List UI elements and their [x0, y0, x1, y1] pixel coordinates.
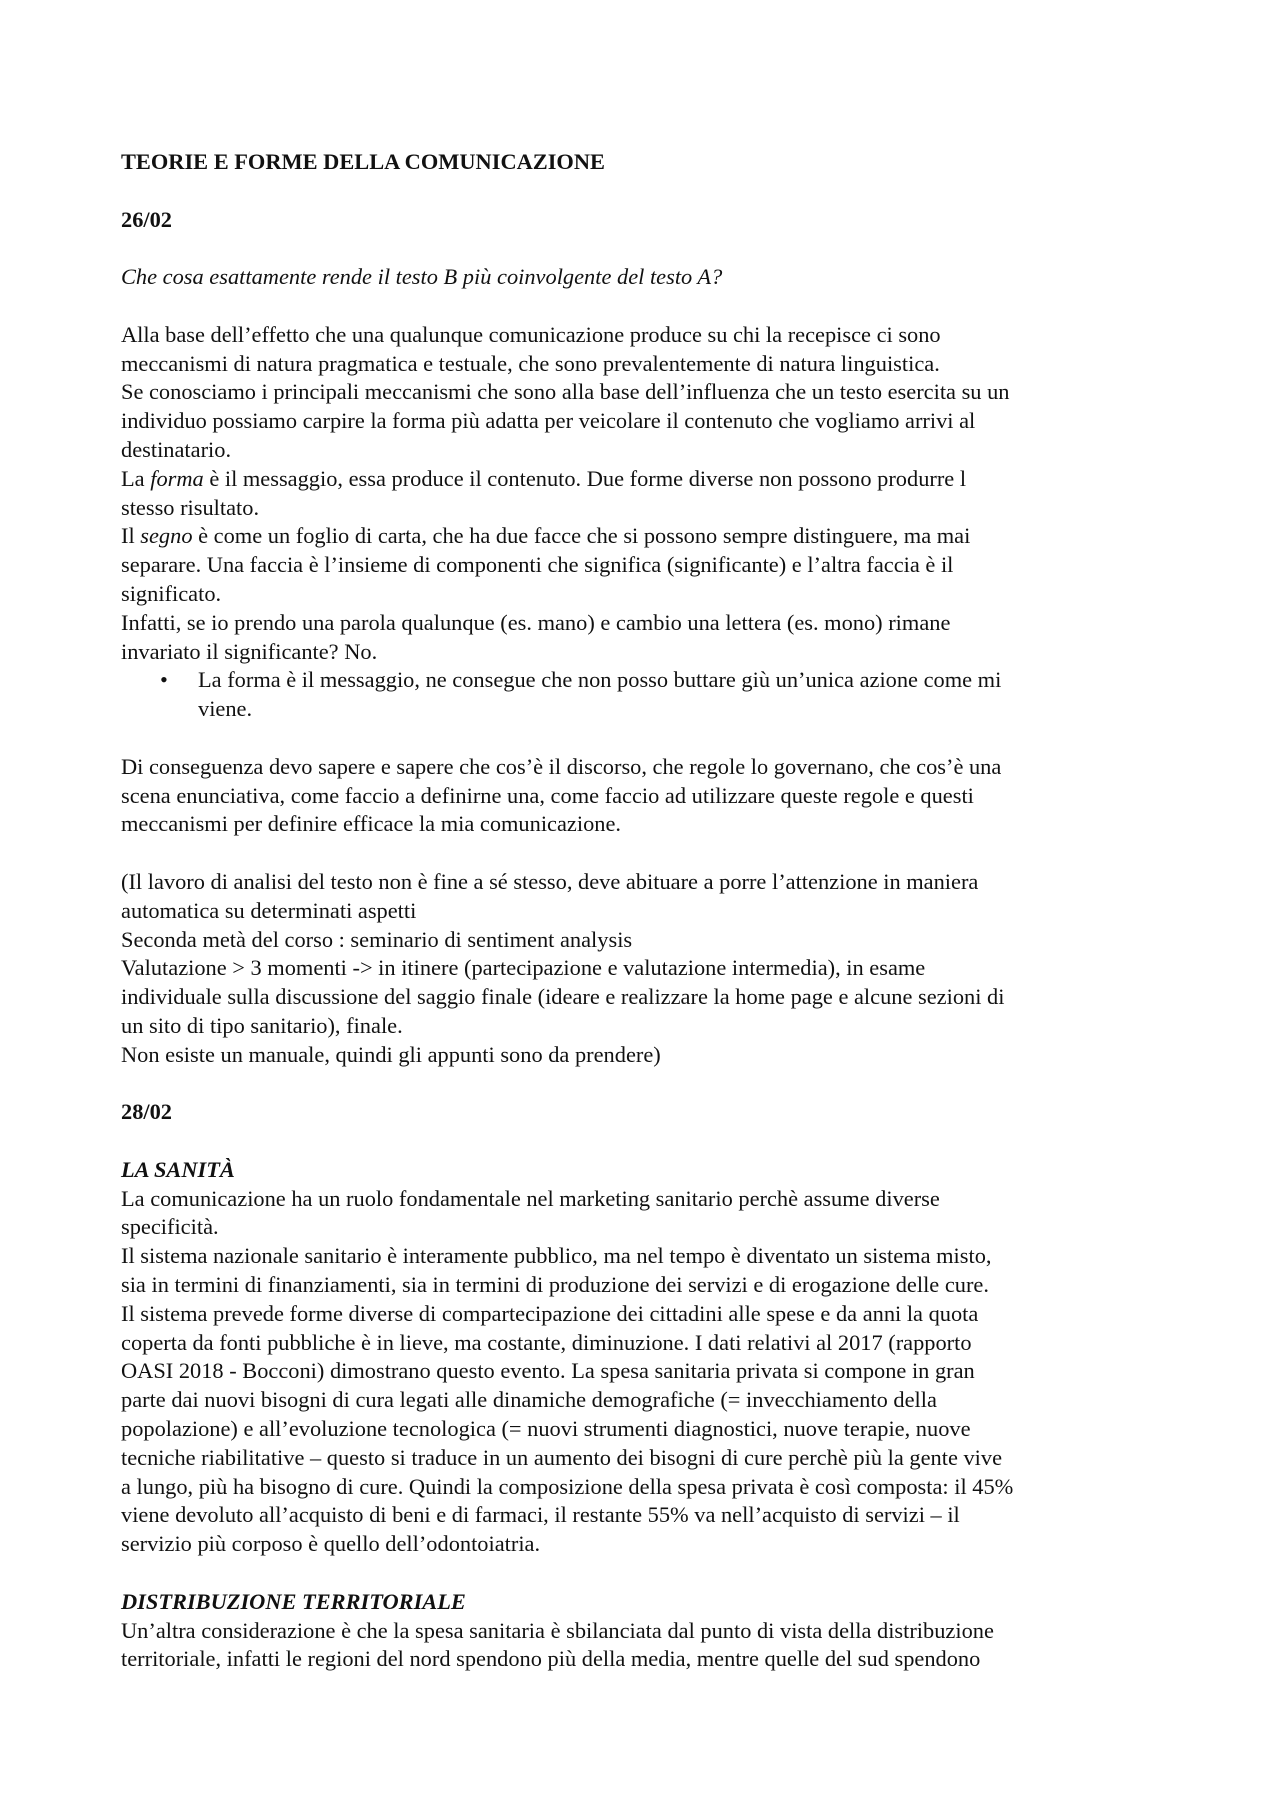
paragraph-effect	[121, 321, 1160, 379]
text-line: a lungo, più ha bisogno di cure. Quindi la composizione della spesa privata è così composta: il 45%	[121, 1473, 1014, 1499]
text-line: individuale sulla discussione del saggio finale (ideare e realizzare la home page e alcune sezioni di	[121, 984, 1005, 1010]
document-title: TEORIE E FORME DELLA COMUNICAZIONE	[121, 149, 605, 174]
text-line: meccanismi di natura pragmatica e testuale, che sono prevalentemente di natura linguistica.	[121, 350, 940, 376]
heading-distribuzione: DISTRIBUZIONE TERRITORIALE	[121, 1588, 466, 1614]
blank-line	[121, 839, 1160, 868]
blank-line	[121, 292, 1160, 321]
paragraph-example	[121, 609, 1160, 667]
text-line: La comunicazione ha un ruolo fondamentale nel marketing sanitario perchè assume diverse	[121, 1185, 940, 1211]
text-line: Se conosciamo i principali meccanismi che sono alla base dell’influenza che un testo esercita su un	[121, 379, 1010, 405]
text-line: destinatario.	[121, 436, 232, 462]
text-line: sia in termini di finanziamenti, sia in termini di produzione dei servizi e di erogazione delle cure.	[121, 1272, 989, 1298]
text-line: Seconda metà del corso : seminario di sentiment analysis	[121, 926, 633, 952]
text-line: stesso risultato.	[121, 494, 260, 520]
heading-sanita: LA SANITÀ	[121, 1156, 235, 1182]
text-line: Alla base dell’effetto che una qualunque comunicazione produce su chi la recepisce ci sono	[121, 321, 941, 347]
text-line: popolazione) e all’evoluzione tecnologica (= nuovi strumenti diagnostici, nuove terapie, nuove	[121, 1416, 971, 1442]
blank-line	[121, 724, 1160, 753]
text-line: meccanismi per definire efficace la mia comunicazione.	[121, 811, 622, 837]
text-line: individuo possiamo carpire la forma più adatta per veicolare il contenuto che vogliamo arrivi al	[121, 408, 976, 434]
paragraph-course-notes	[121, 868, 1160, 1070]
text-line: Di conseguenza devo sapere e sapere che cos’è il discorso, che regole lo governano, che cos’è una	[121, 753, 1002, 779]
text-line: specificità.	[121, 1214, 219, 1240]
text-line: invariato il significante? No.	[121, 638, 378, 664]
blank-line	[121, 177, 1160, 206]
text-line: un sito di tipo sanitario), finale.	[121, 1012, 403, 1038]
text-line: Non esiste un manuale, quindi gli appunti sono da prendere)	[121, 1041, 661, 1067]
text-line: territoriale, infatti le regioni del nord spendono più della media, mentre quelle del sud spendono	[121, 1646, 981, 1672]
text-line: OASI 2018 - Bocconi) dimostrano questo evento. La spesa sanitaria privata si compone in gran	[121, 1358, 975, 1384]
text-line: viene.	[198, 696, 253, 722]
opening-question: Che cosa esattamente rende il testo B più coinvolgente del testo A?	[121, 264, 723, 290]
blank-line	[121, 234, 1160, 263]
paragraph-sanita	[121, 1185, 1160, 1559]
list-item	[121, 666, 1160, 724]
blank-line	[121, 1127, 1160, 1156]
text-line: significato.	[121, 580, 222, 606]
text-run: Il	[121, 523, 141, 549]
text-run: è il messaggio, essa produce il contenuto. Due forme diverse non possono produrre l	[203, 465, 967, 491]
text-line: Valutazione > 3 momenti -> in itinere (partecipazione e valutazione intermedia), in esame	[121, 955, 926, 981]
text-line	[121, 522, 1160, 551]
paragraph-mechanisms	[121, 378, 1160, 464]
text-line: automatica su determinati aspetti	[121, 897, 417, 923]
paragraph-forma	[121, 465, 1160, 523]
paragraph-consequence	[121, 753, 1160, 839]
text-run: La	[121, 465, 151, 491]
text-line: Un’altra considerazione è che la spesa sanitaria è sbilanciata dal punto di vista della distribuzione	[121, 1617, 994, 1643]
text-line: servizio più corposo è quello dell’odontoiatria.	[121, 1531, 541, 1557]
text-line: parte dai nuovi bisogni di cura legati alle dinamiche demografiche (= invecchiamento della	[121, 1387, 937, 1413]
term-segno: segno	[140, 523, 193, 549]
text-run: è come un foglio di carta, che ha due facce che si possono sempre distinguere, ma mai	[192, 523, 971, 549]
paragraph-segno	[121, 522, 1160, 608]
section-date-2802: 28/02	[121, 1099, 173, 1125]
text-line: (Il lavoro di analisi del testo non è fine a sé stesso, deve abituare a porre l’attenzione in maniera	[121, 868, 979, 894]
paragraph-distribuzione	[121, 1617, 1160, 1675]
text-line: coperta da fonti pubbliche è in lieve, ma costante, diminuzione. I dati relativi al 2017 (rapporto	[121, 1329, 972, 1355]
text-line: Il sistema prevede forme diverse di compartecipazione dei cittadini alle spese e da anni la quota	[121, 1300, 979, 1326]
blank-line	[121, 1070, 1160, 1099]
text-line	[121, 465, 1160, 494]
text-line: Il sistema nazionale sanitario è interamente pubblico, ma nel tempo è diventato un sistema misto,	[121, 1243, 992, 1269]
bullet-icon: •	[160, 667, 168, 693]
term-forma: forma	[150, 465, 204, 491]
text-line: viene devoluto all’acquisto di beni e di farmaci, il restante 55% va nell’acquisto di servizi – il	[121, 1502, 960, 1528]
text-line: scena enunciativa, come faccio a definirne una, come faccio ad utilizzare queste regole e questi	[121, 782, 974, 808]
blank-line	[121, 1559, 1160, 1588]
text-line: tecniche riabilitative – questo si traduce in un aumento dei bisogni di cure perchè più la gente vive	[121, 1444, 1003, 1470]
text-line: La forma è il messaggio, ne consegue che non posso buttare giù un’unica azione come mi	[198, 667, 1002, 693]
text-line: separare. Una faccia è l’insieme di componenti che significa (significante) e l’altra faccia è il	[121, 552, 954, 578]
section-date-2602: 26/02	[121, 206, 173, 232]
bullet-list	[121, 666, 1160, 724]
text-line: Infatti, se io prendo una parola qualunque (es. mano) e cambio una lettera (es. mono) rimane	[121, 609, 951, 635]
